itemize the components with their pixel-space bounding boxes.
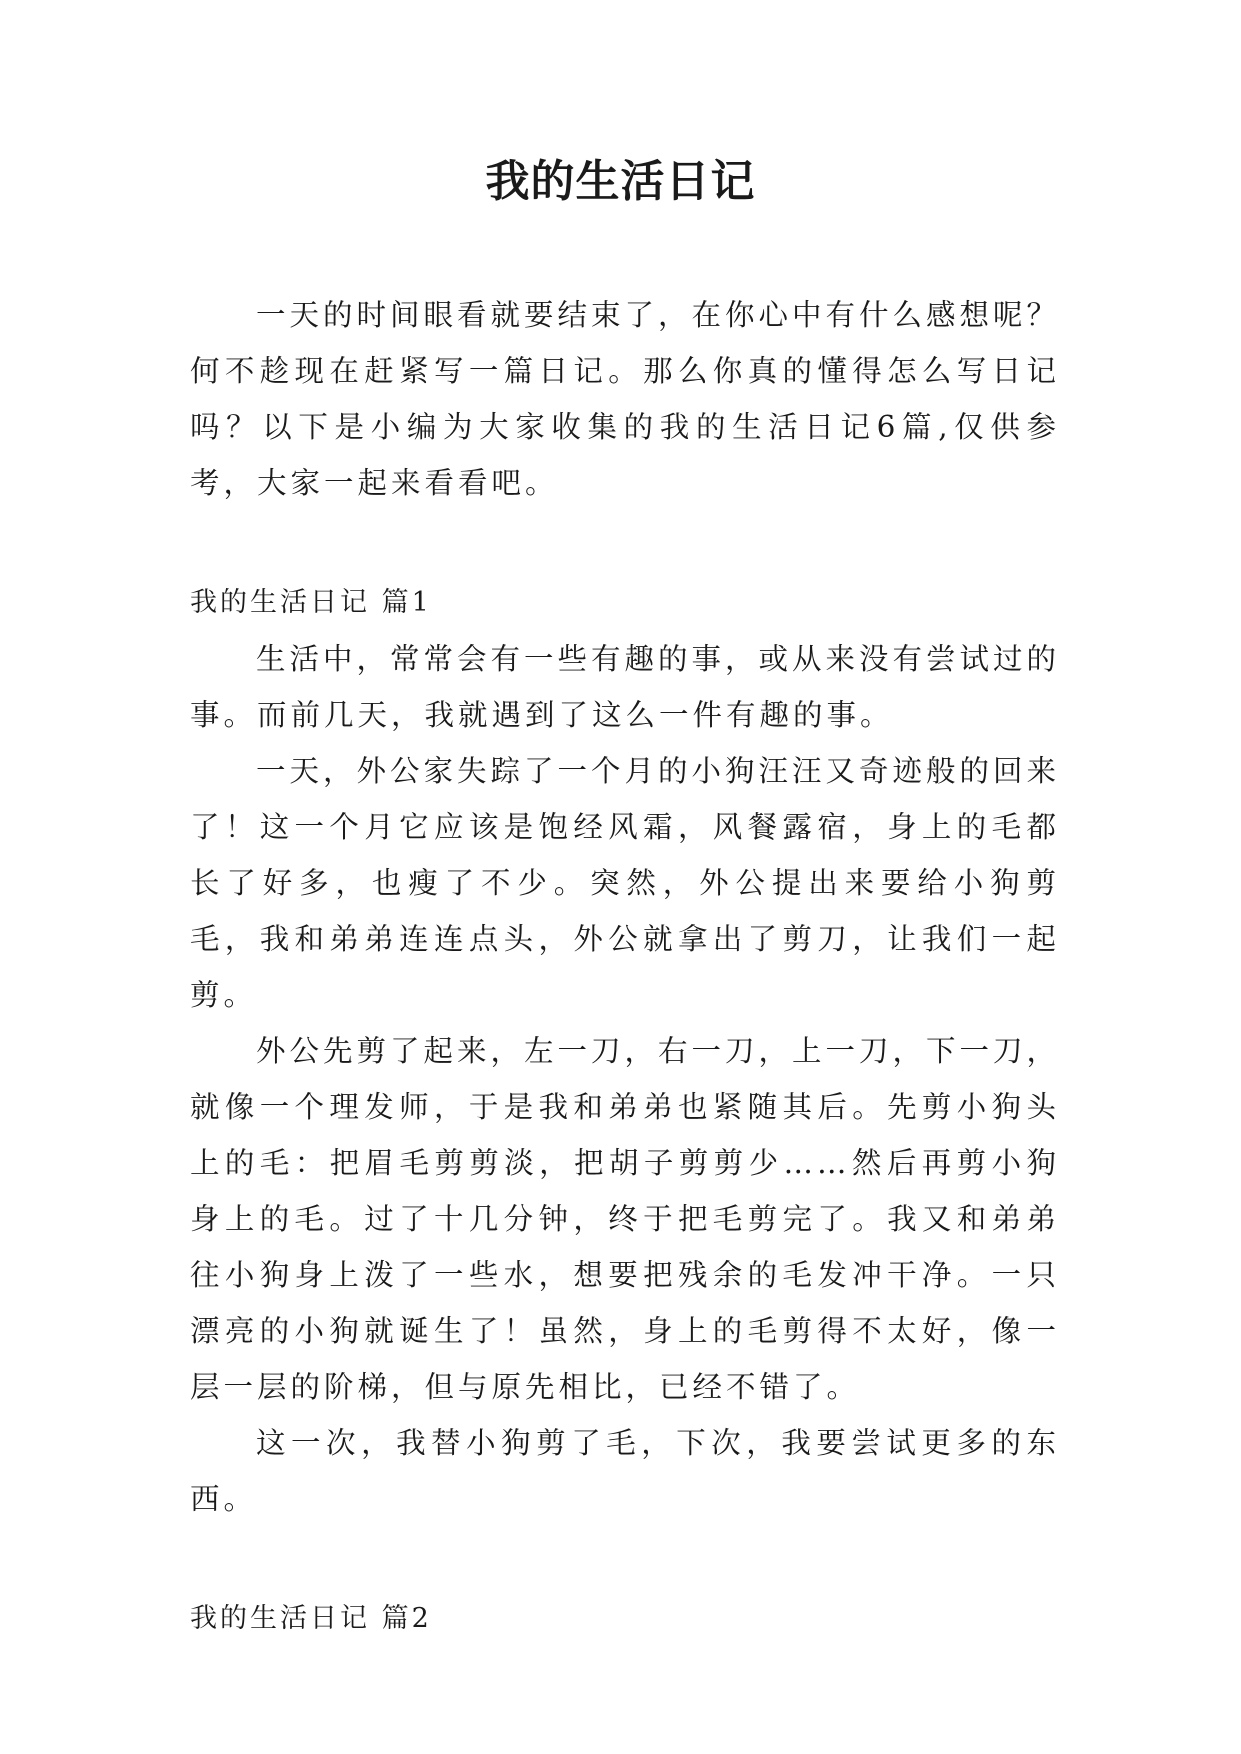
section-heading: 我的生活日记 篇1 [190, 587, 432, 618]
section-paragraph: 生活中，常常会有一些有趣的事，或从来没有尝试过的事。而前几天，我就遇到了这么一件有趣的事。 [190, 642, 1061, 732]
spacer [190, 1527, 1060, 1591]
section-2 [190, 1591, 1060, 1647]
section-heading: 我的生活日记 篇2 [190, 1603, 432, 1634]
document-title: 我的生活日记 [485, 156, 756, 207]
spacer [190, 511, 1060, 575]
section-paragraph: 一天，外公家失踪了一个月的小狗汪汪又奇迹般的回来了！这一个月它应该是饱经风霜，风餐露宿，身上的毛都长了好多，也瘦了不少。突然，外公提出来要给小狗剪毛，我和弟弟连连点头，外公就拿出了剪刀，让我们一起剪。 [190, 754, 1061, 1012]
document-body [190, 287, 1060, 1647]
section-paragraph: 这一次，我替小狗剪了毛，下次，我要尝试更多的东西。 [190, 1426, 1060, 1516]
intro-paragraph: 一天的时间眼看就要结束了，在你心中有什么感想呢？何不趁现在赶紧写一篇日记。那么你真的懂得怎么写日记吗？以下是小编为大家收集的我的生活日记6篇,仅供参考，大家一起来看看吧。 [190, 298, 1061, 500]
section-paragraph: 外公先剪了起来，左一刀，右一刀，上一刀，下一刀，就像一个理发师，于是我和弟弟也紧随其后。先剪小狗头上的毛：把眉毛剪剪淡，把胡子剪剪少……然后再剪小狗身上的毛。过了十几分钟，终于把毛剪完了。我又和弟弟往小狗身上泼了一些水，想要把残余的毛发冲干净。一只漂亮的小狗就诞生了！虽然，身上的毛剪得不太好，像一层一层的阶梯，但与原先相比，已经不错了。 [190, 1034, 1061, 1404]
section-1 [190, 575, 1060, 1527]
